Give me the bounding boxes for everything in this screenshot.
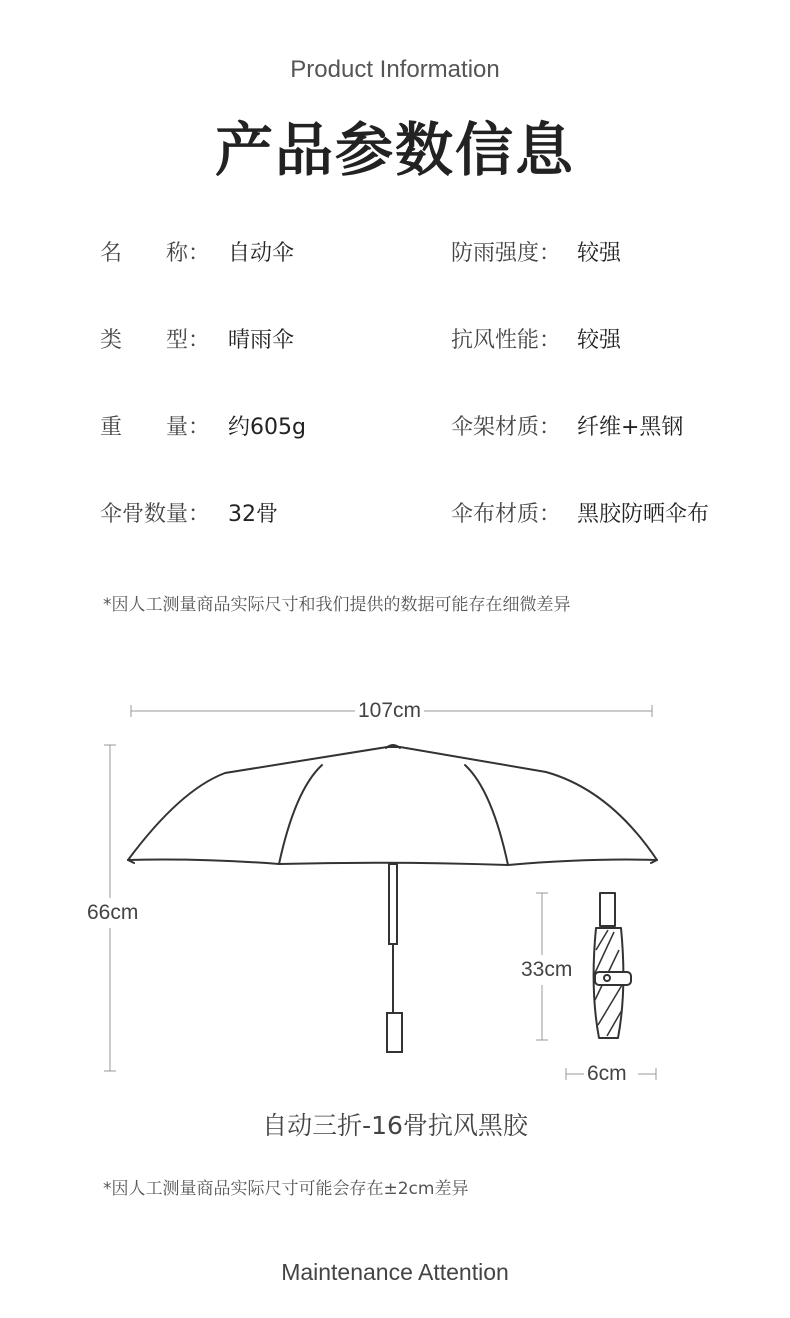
spec-name-value: 自动伞 xyxy=(228,241,295,266)
spec-ribs-value: 32骨 xyxy=(228,502,278,527)
spec-wind-value: 较强 xyxy=(577,328,622,353)
height-label: 66cm xyxy=(87,898,138,928)
subtitle-en: Product Information xyxy=(290,56,500,83)
spec-frame-value: 纤维+黑钢 xyxy=(577,415,684,440)
spec-name-label: 名 称： xyxy=(100,241,211,266)
section-title-maintenance: Maintenance Attention xyxy=(281,1259,509,1285)
spec-rain-label: 防雨强度： xyxy=(451,241,562,266)
spec-fabric-label: 伞布材质： xyxy=(451,502,562,527)
spec-ribs-label: 伞骨数量： xyxy=(100,502,211,527)
spec-type-value: 晴雨伞 xyxy=(228,328,295,353)
spec-weight-value: 约605g xyxy=(228,415,306,440)
spec-frame-label: 伞架材质： xyxy=(451,415,562,440)
folded-umbrella xyxy=(594,893,631,1038)
spec-fabric-value: 黑胶防晒伞布 xyxy=(577,502,710,527)
spec-weight-label: 重 量： xyxy=(100,415,211,440)
size-tolerance-note: *因人工测量商品实际尺寸可能会存在±2cm差异 xyxy=(103,1179,469,1199)
folded-height-label: 33cm xyxy=(520,955,573,985)
width-label: 107cm xyxy=(355,699,424,723)
umbrella-shaft xyxy=(387,864,402,1052)
spec-wind-label: 抗风性能： xyxy=(451,328,562,353)
folded-width-label: 6cm xyxy=(587,1062,627,1085)
page-title: 产品参数信息 xyxy=(214,116,575,184)
product-caption: 自动三折-16骨抗风黑胶 xyxy=(262,1111,528,1140)
spec-type-label: 类 型： xyxy=(100,328,211,353)
umbrella-canopy xyxy=(128,745,657,865)
measurement-note: *因人工测量商品实际尺寸和我们提供的数据可能存在细微差异 xyxy=(103,595,571,615)
spec-rain-value: 较强 xyxy=(577,241,622,266)
